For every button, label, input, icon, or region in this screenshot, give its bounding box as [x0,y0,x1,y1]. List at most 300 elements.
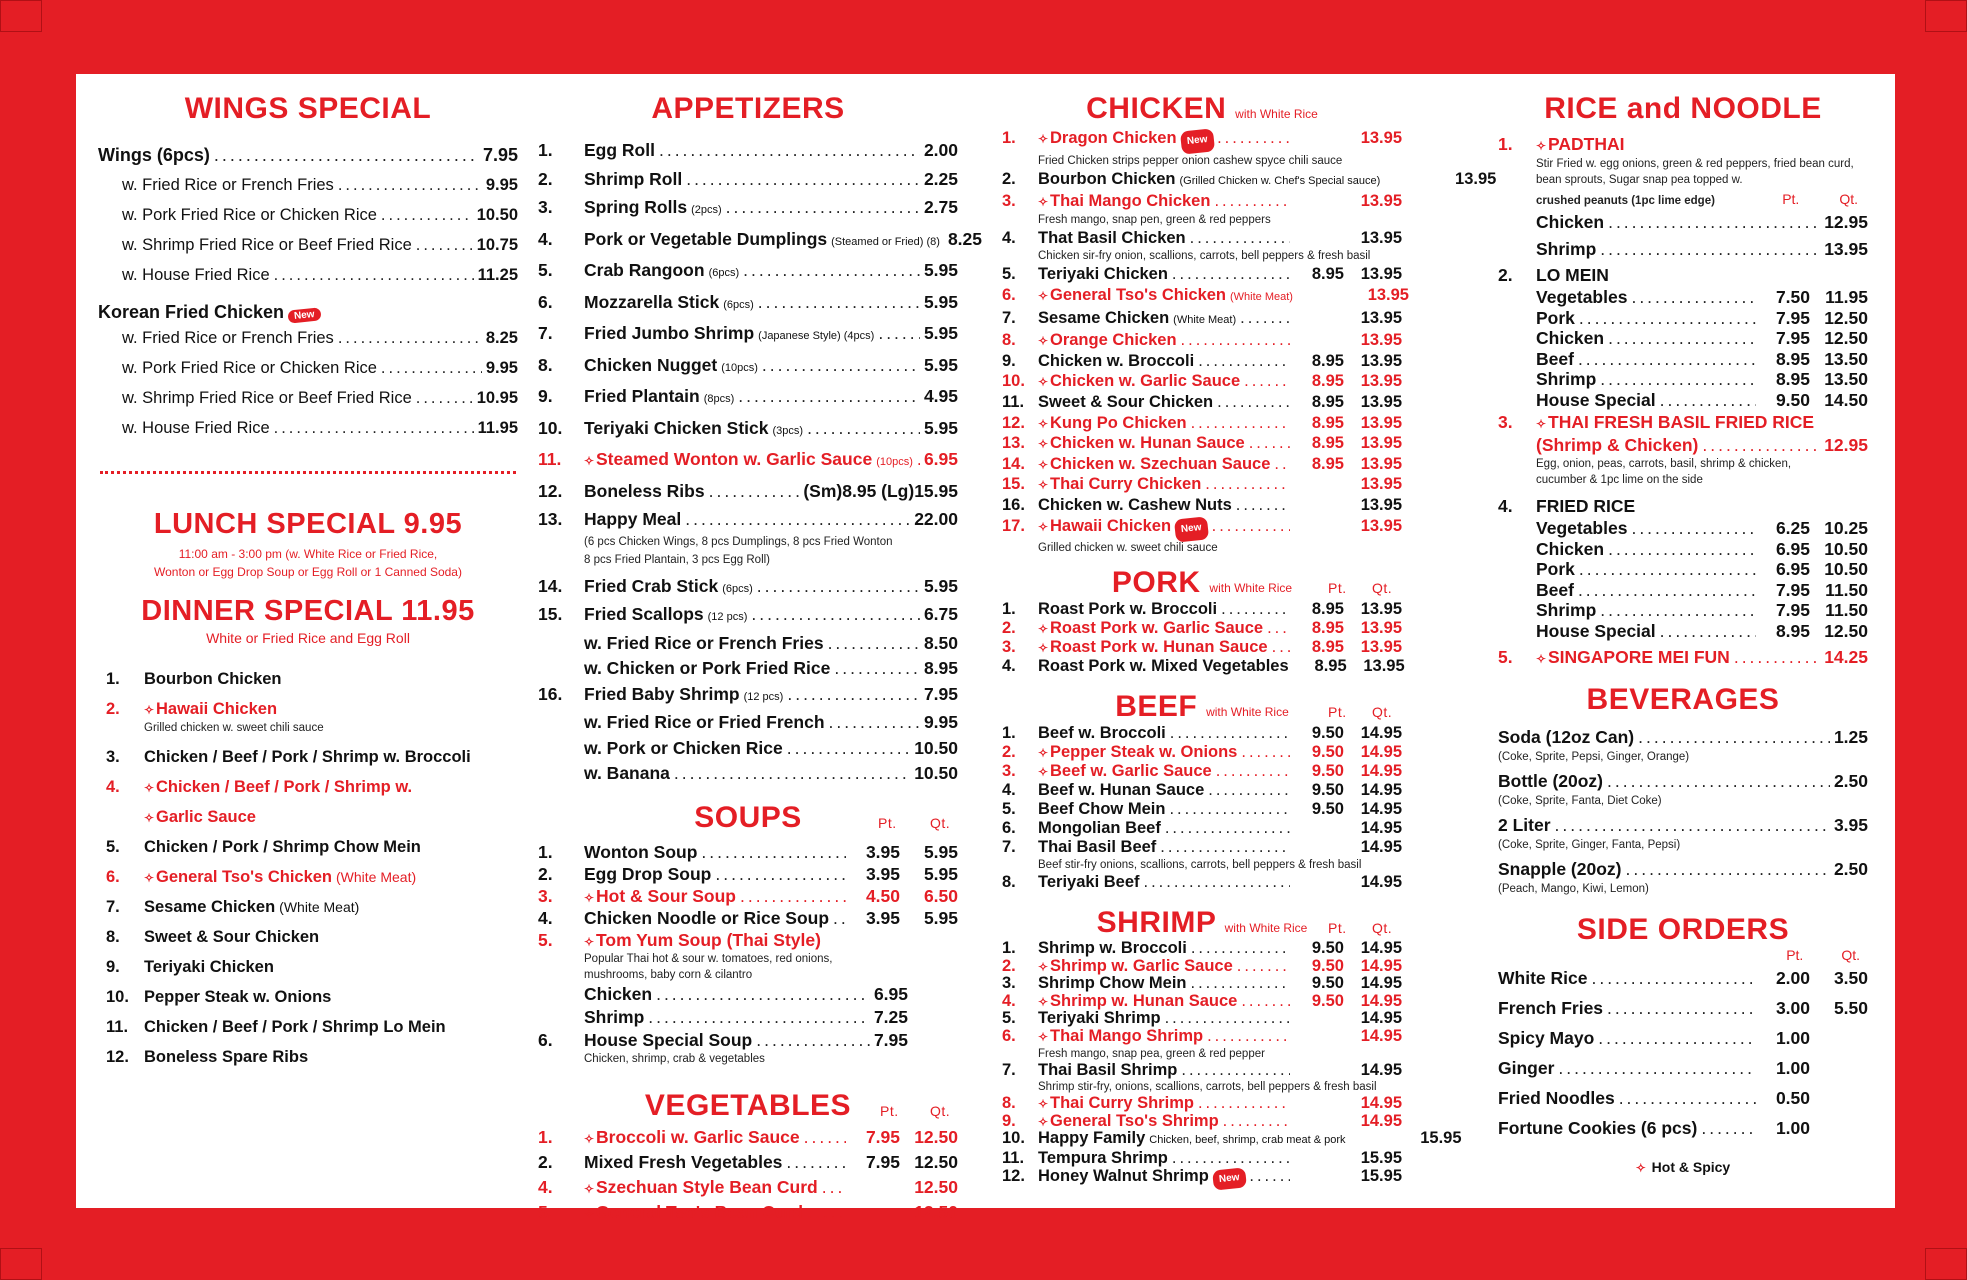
leader-dots [1172,264,1290,285]
item-name: Thai Mango Shrimp [1050,1027,1204,1046]
item-note: (3pcs) [772,424,804,437]
item-number: 10. [1002,1129,1025,1148]
item-price-quart: 13.95 [1360,495,1402,514]
item-name: Shrimp w. Broccoli [1038,939,1187,958]
item-note: (Steamed or Fried) (8) [831,235,940,248]
item-number: 2. [1498,265,1513,285]
item-number: 1. [1002,129,1016,147]
item-number: 3. [1002,192,1016,211]
leader-dots [1579,559,1756,580]
item-number: 11. [1002,1149,1025,1168]
leader-dots [758,288,920,317]
leader-dots [1272,638,1290,657]
chili-pepper-icon: ✧ [1536,139,1547,153]
menu-item [1002,495,1402,516]
item-number: 15. [538,604,563,624]
chili-pepper-icon: ✧ [1038,994,1049,1009]
menu-item [1498,1083,1868,1113]
item-name: Chicken w. Broccoli [1038,351,1195,370]
item-name: Roast Pork w. Hunan Sauce [1050,638,1268,657]
item-name: Sweet & Sour Chicken [144,928,320,946]
sides-qt-label: Qt. [1841,947,1860,963]
item-number: 5. [1498,647,1513,667]
menu-item [538,165,958,194]
menu-item [1498,621,1868,642]
menu-item [1002,638,1402,657]
lunch-line-1: 11:00 am - 3:00 pm (w. White Rice or Fried Rice, [178,547,438,561]
leader-dots [1702,434,1820,456]
item-note: (10pcs) [721,361,758,374]
item-number: 15. [1002,475,1025,494]
item-name: Fried Jumbo Shrimp [584,323,755,343]
leader-dots [828,631,920,657]
item-name: Steamed Wonton w. Garlic Sauce [596,449,873,469]
menu-item [538,885,958,907]
item-price-quart: 14.95 [1360,991,1402,1010]
menu-item [1002,371,1402,392]
menu-item [538,602,958,631]
beef-pt-label: Pt. [1328,704,1347,721]
item-number: 8. [1002,1094,1016,1113]
chili-pepper-icon: ✧ [584,1206,595,1221]
item-price-pint: 8.95 [1775,369,1810,389]
dinner-list [98,664,518,1072]
menu-item [1002,128,1402,153]
item-name: Wonton Soup [584,841,698,862]
item-price-pint: 3.95 [865,863,900,884]
menu-item [98,140,518,170]
leader-dots [1217,128,1290,149]
menu-item [1002,993,1402,1011]
menu-item [1002,1028,1402,1046]
menu-item [1002,762,1402,781]
item-name: Egg Roll [584,140,655,160]
item-number: 8. [1002,331,1016,350]
chili-pepper-icon: ✧ [1038,746,1049,761]
appetizers-title: APPETIZERS [651,92,845,125]
item-price-pint: 8.95 [1311,372,1344,391]
item-price-quart: 13.50 [1824,348,1868,369]
item-price-pint: 6.25 [1775,518,1810,538]
item-name: Mongolian Beef [1038,819,1161,838]
menu-item [1498,725,1868,749]
item-price-pint: 1.00 [1775,1028,1810,1048]
sides-list [1498,963,1868,1143]
leader-dots [686,165,920,194]
item-price: 8.25 [485,329,518,347]
leader-dots [1240,308,1290,329]
menu-item [98,323,518,353]
item-name: Hawaii Chicken [156,700,278,718]
item-price-pint: 8.95 [1311,265,1344,284]
item-name: Sesame Chicken [144,898,276,916]
soups-list [538,841,958,1067]
korean-title: Korean Fried Chicken [98,302,285,322]
item-price: 2.50 [1833,859,1868,879]
item-price-quart: 14.95 [1360,838,1402,857]
menu-item [1002,330,1402,351]
ptqt-labels [1782,188,1868,209]
item-number: 5. [538,260,553,280]
item-name: Shrimp Chow Mein [1038,974,1187,993]
menu-item [1002,1095,1402,1113]
item-number: 14. [538,575,563,596]
leader-dots [709,477,800,506]
dinner-title: DINNER SPECIAL 11.95 [141,595,475,627]
menu-item [538,382,958,414]
pork-title [1002,566,1402,600]
item-price-quart: 5.95 [923,907,958,928]
corner-mark-tl [0,0,42,32]
menu-item [1002,454,1402,475]
pt-label: Pt. [1782,191,1800,207]
item-name: Vegetables [1536,518,1628,538]
leader-dots [1190,228,1290,249]
item-price-quart: 3.50 [1833,968,1868,988]
item-name: Beef w. Hunan Sauce [1038,781,1205,800]
item-name: Beef Chow Mein [1038,800,1166,819]
item-price-quart: 13.95 [1360,129,1402,147]
menu-item [1002,1129,1462,1150]
leader-dots [833,907,846,929]
chili-pepper-icon: ✧ [144,871,155,885]
leader-dots [1579,308,1756,329]
item-number: 6. [538,1029,553,1050]
leader-dots [1600,369,1756,390]
beef-list [1002,724,1402,892]
item-name: Bourbon Chicken [144,670,282,688]
item-number: 2. [1002,169,1016,188]
item-name: Tom Yum Soup (Thai Style) [596,929,821,950]
item-number: 3. [1498,412,1513,432]
item-price-quart: 15.95 [1360,1166,1402,1185]
item-number: 3. [1002,638,1016,657]
sides-ptqt-header [1498,947,1868,963]
item-price-quart: 13.95 [1360,192,1402,211]
leader-dots [274,260,474,290]
leader-dots [1237,958,1290,976]
leader-dots [1249,433,1290,454]
menu-item [538,136,958,165]
beef-qt-label: Qt. [1372,704,1393,721]
item-price-quart: 13.95 [1360,392,1402,411]
menu-item [106,664,518,694]
item-number: 16. [1002,495,1025,514]
item-name: Chicken Nugget [584,354,718,375]
chili-pepper-icon: ✧ [1038,375,1049,390]
menu-item [1498,580,1868,601]
item-number: 4. [1002,781,1016,800]
leader-dots [1578,580,1756,601]
menu-item [1498,993,1868,1023]
chili-pepper-icon: ✧ [584,1181,595,1196]
item-name: Mozzarella Stick [584,291,720,312]
item-price-quart: 10.25 [1824,518,1868,538]
item-name: LO MEIN [1536,265,1609,285]
leader-dots [1236,495,1290,516]
item-name: w. House Fried Rice [122,419,270,437]
menu-item [538,1200,958,1225]
menu-item [1002,351,1402,372]
menu-item [106,982,518,1012]
legend [1498,1159,1868,1175]
item-price: 2.25 [923,168,958,189]
menu-item [538,319,958,351]
item-price-quart: 5.95 [923,863,958,884]
item-number: 4. [1002,228,1016,247]
item-name: Snapple (20oz) [1498,859,1622,879]
leader-dots [917,445,920,474]
pork-pt-label: Pt. [1328,580,1347,597]
section-heading [1498,263,1868,287]
vegetables-title [538,1089,958,1123]
item-price-quart: 13.95 [1363,657,1405,676]
menu-item [1002,1113,1402,1131]
leader-dots [701,841,846,863]
item-number: 4. [1002,991,1016,1010]
leader-dots [656,983,870,1006]
item-note: (12 pcs) [707,611,748,623]
item-name: Beef w. Broccoli [1038,724,1166,743]
item-price: 5.95 [923,260,958,280]
leader-dots [1701,1113,1756,1143]
leader-dots [726,193,920,222]
item-name: Shrimp w. Hunan Sauce [1050,991,1238,1010]
item-name: Tempura Shrimp [1038,1149,1168,1168]
item-price-pint: 7.95 [1775,328,1810,348]
item-note: (Japanese Style) (4pcs) [758,330,875,342]
item-price: 7.25 [873,1006,908,1027]
item-price-pint: 8.95 [1311,600,1344,619]
item-name: w. Fried Rice or French Fries [122,329,334,347]
menu-item [106,1012,518,1042]
chili-pepper-icon: ✧ [144,703,155,717]
chili-pepper-icon: ✧ [584,934,595,949]
item-number: 1. [1002,724,1016,743]
menu-item [1498,559,1868,580]
item-name: Boneless Ribs [584,480,705,501]
item-number: 9. [538,386,553,406]
item-name: Wings (6pcs) [98,145,210,165]
menu-item [1002,619,1402,638]
leader-dots [1555,813,1830,837]
item-description: bean sprouts, Sugar snap pea topped w. [1536,174,1743,186]
item-description: Chicken, shrimp, crab & vegetables [584,1052,765,1065]
leader-dots [1734,645,1820,669]
leader-dots [1600,236,1820,263]
column-chicken-pork-beef-shrimp [1002,74,1497,1188]
menu-item [538,256,958,288]
item-description: mushrooms, baby corn & cilantro [584,968,753,981]
menu-item [1498,813,1868,837]
leader-dots [1217,392,1290,413]
item-name: Fried Scallops [584,604,704,624]
item-name: House Special [1536,620,1656,641]
item-price-quart: 14.95 [1360,1111,1402,1130]
item-price-quart: 13.95 [1360,228,1402,247]
item-name: w. Banana [584,763,670,783]
item-description: crushed peanuts (1pc lime edge) [1536,195,1715,207]
item-note: (White Meat) [1173,313,1237,326]
item-price-quart: 14.95 [1360,819,1402,838]
menu-item [538,351,958,383]
chicken-title [1002,92,1402,126]
item-name: Honey Walnut Shrimp [1038,1166,1209,1185]
item-number: 4. [538,1176,553,1197]
item-price-quart: 10.50 [1824,538,1868,559]
item-number: 10. [538,417,563,438]
item-name: Dragon Chicken [1050,129,1177,147]
leader-dots [1631,518,1756,539]
item-name: Thai Mango Chicken [1050,192,1211,211]
item-name: House Special [1536,389,1656,410]
leader-dots [1578,349,1756,370]
item-name: w. Fried Rice or Fried French [584,712,825,732]
item-number: 4. [1002,657,1016,676]
item-number: 6. [538,291,553,312]
item-note: (White Meat) [279,899,360,915]
chili-pepper-icon: ✧ [584,454,595,468]
item-price: (Sm)8.95 (Lg)15.95 [803,480,958,501]
item-name: Sesame Chicken [1038,308,1170,327]
chili-pepper-icon: ✧ [1038,1097,1049,1112]
leader-dots [1600,600,1756,621]
menu-item [538,288,958,320]
menu-item [98,200,518,230]
item-number: 5. [1002,800,1016,819]
menu-item [538,505,958,534]
leader-dots [1198,351,1290,372]
leader-dots [715,863,846,885]
item-price-quart: 14.95 [1360,743,1402,762]
chili-pepper-icon: ✧ [1038,1030,1049,1045]
item-price: 5.95 [923,291,958,312]
item-number: 9. [1002,1111,1016,1130]
item-name: Shrimp [1536,239,1597,259]
leader-dots [1216,762,1290,781]
item-price-quart: 14.95 [1360,781,1402,800]
leader-dots [1144,873,1291,892]
item-name: Fried Plantain [584,386,700,406]
item-price-pint: 6.95 [1775,538,1810,559]
chili-pepper-icon: ✧ [1038,478,1049,493]
item-name: General Tso's Shrimp [1050,1111,1219,1130]
item-name: Chicken / Beef / Pork / Shrimp w. [156,778,413,796]
leader-dots [1212,516,1290,537]
item-price: 10.50 [476,206,518,224]
item-price-quart: 13.95 [1360,619,1402,638]
item-name: Boneless Spare Ribs [144,1048,309,1066]
item-number: 1. [538,140,553,160]
item-price: 13.95 [1824,239,1868,259]
leader-dots [1249,1168,1290,1186]
menu-item [1498,857,1868,881]
column-rice-beverages-sides [1498,74,1868,1175]
item-price: 8.95 [923,658,958,678]
item-price-pint: 7.95 [865,1151,900,1172]
beef-with: with White Rice [1206,705,1289,720]
leader-dots [804,1125,846,1150]
item-number: 2. [538,1151,553,1172]
leader-dots [1619,1083,1756,1113]
item-price: 11.25 [477,266,518,284]
item-number: 4. [106,778,120,796]
item-price: 2.50 [1833,771,1868,791]
item-price-quart: 13.95 [1360,372,1402,391]
appetizers-list [538,136,982,787]
shrimp-title [1002,906,1402,940]
item-price-quart: 11.50 [1825,579,1868,600]
item-description: Popular Thai hot & sour w. tomatoes, red onions, [584,952,833,965]
beverages-title: BEVERAGES [1586,683,1780,716]
item-name: Chicken [1536,212,1605,232]
item-name: Pork [1536,307,1575,328]
soups-title [538,801,958,835]
leader-dots [214,140,479,170]
item-name: Shrimp Roll [584,168,683,189]
leader-dots [659,136,920,165]
item-price-pint: 9.50 [1775,389,1810,410]
menu-item [106,1042,518,1072]
menu-item [538,477,958,506]
item-name: General Tso's Bean Curd [596,1201,804,1222]
item-name: Chicken w. Szechuan Sauce [1050,454,1271,473]
beverages-list [1498,725,1868,897]
item-price-quart: 13.95 [1360,454,1402,473]
leader-dots [1638,725,1830,749]
menu-item [1498,434,1868,456]
leader-dots [1165,1010,1290,1028]
item-number: 2. [538,863,553,884]
item-name: Chicken / Beef / Pork / Shrimp w. Broccoli [144,748,471,766]
item-price-quart: 14.95 [1360,873,1402,892]
item-price: 9.95 [923,712,958,732]
chicken-title-text: CHICKEN [1086,92,1227,125]
chili-pepper-icon: ✧ [1536,417,1547,431]
item-number: 7. [1002,308,1016,327]
item-name: Pork [1536,559,1575,579]
menu-item [98,230,518,260]
leader-dots [1191,975,1291,993]
menu-item [538,225,982,257]
leader-dots [1198,1095,1290,1113]
item-number: 3. [1002,974,1016,993]
menu-item [1002,958,1402,976]
menu-item [1498,349,1868,370]
legend-text: Hot & Spicy [1651,1159,1731,1175]
item-number: 7. [106,898,120,916]
leader-dots [1598,1023,1756,1053]
menu-item [1002,838,1402,857]
item-price-quart: 14.95 [1360,939,1402,958]
item-description: (Peach, Mango, Kiwi, Lemon) [1498,883,1649,895]
menu-item [1002,781,1402,800]
leader-dots [338,170,482,200]
item-name: Fried Crab Stick [584,575,719,596]
item-price-pint: 7.95 [865,1126,900,1147]
chili-pepper-icon: ✧ [1038,765,1049,780]
item-price-quart: 14.95 [1360,974,1402,993]
menu-item [1002,285,1409,308]
item-note: (10pcs) [876,456,913,468]
item-price-pint: 8.95 [1311,413,1344,432]
item-name: Spicy Mayo [1498,1028,1595,1048]
item-note: (12 pcs) [743,690,784,703]
item-name: Fried Noodles [1498,1088,1615,1108]
item-number: 3. [1002,762,1016,781]
item-price-pint: 9.50 [1311,762,1344,781]
item-price-quart: 12.50 [914,1151,958,1172]
